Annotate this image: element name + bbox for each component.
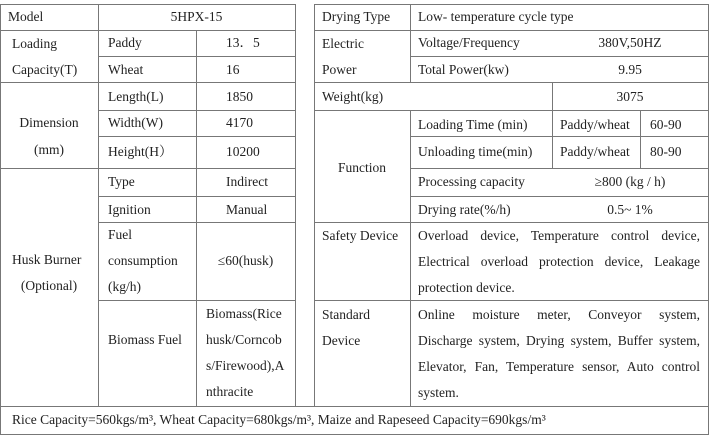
dimension-label-1: Dimension [19,115,79,130]
loading-time-value: 60-90 [650,117,682,132]
electric-power-label-1: Electric [322,36,364,51]
ignition-label: Ignition [108,202,151,217]
safety-device-line-1: Overload device, Temperature control device, [418,228,700,243]
biomass-fuel-value-2: husk/Corncob [206,332,282,347]
safety-device-label: Safety Device [322,228,399,243]
electric-power-label-2: Power [322,62,357,77]
biomass-fuel-value-1: Biomass(Rice [206,306,282,321]
width-value: 4170 [226,115,253,130]
biomass-fuel-value-4: nthracite [206,384,254,399]
husk-burner-label-1: Husk Burner [12,252,82,267]
fuel-consumption-label-1: Fuel [108,227,133,242]
grid-line [98,30,99,406]
husk-burner-label-2: (Optional) [20,278,78,293]
standard-device-line-3: Elevator, Fan, Temperature sensor, Auto control [418,359,700,374]
function-label: Function [337,160,386,175]
grid-line [552,110,553,168]
grid-line [410,110,411,406]
grid-line [640,110,641,168]
grid-line [295,4,296,406]
grid-line [0,4,1,435]
loading-capacity-label-2: Capacity(T) [12,62,78,77]
grid-line [314,4,315,406]
height-label: Height(H） [108,144,173,159]
voltage-value: 380V,50HZ [598,35,662,50]
paddy-capacity: 13．5 [226,35,260,50]
total-power-label: Total Power(kw) [418,62,509,77]
drying-type-value: Low- temperature cycle type [418,9,574,24]
standard-device-line-2: Discharge system, Drying system, Buffer system, [418,333,700,348]
fuel-consumption-value: ≤60(husk) [217,253,274,268]
unloading-time-value: 80-90 [650,144,682,159]
paddy-label: Paddy [108,35,142,50]
grid-line [0,434,709,435]
model-value: 5HPX-15 [170,9,223,24]
model-label: Model [8,9,44,24]
ignition-value: Manual [226,202,268,217]
loading-time-grain: Paddy/wheat [560,117,630,132]
drying-type-label: Drying Type [322,9,391,24]
fuel-consumption-label-2: consumption [108,253,178,268]
loading-capacity-label-1: Loading [12,36,57,51]
standard-device-line-1: Online moisture meter, Conveyor system, [418,307,700,322]
unloading-time-label: Unloading time(min) [418,144,533,159]
unloading-time-grain: Paddy/wheat [560,144,630,159]
grid-line [410,4,411,82]
safety-device-line-3: protection device. [418,280,515,295]
wheat-capacity: 16 [226,62,240,77]
length-value: 1850 [226,89,253,104]
drying-rate-label: Drying rate(%/h) [418,202,511,217]
dimension-label-2: (mm) [34,142,64,157]
capacity-note: Rice Capacity=560kgs/m³, Wheat Capacity=680kgs/m³, Maize and Rapeseed Capacity=690kgs/m³ [12,412,546,427]
type-value: Indirect [226,174,268,189]
width-label: Width(W) [108,115,163,130]
weight-label: Weight(kg) [322,89,384,104]
safety-device-line-2: Electrical overload protection device, Leakage [418,254,700,269]
loading-time-label: Loading Time (min) [418,117,528,132]
processing-capacity-value: ≥800 (kg / h) [594,174,666,189]
length-label: Length(L) [108,89,164,104]
weight-value: 3075 [616,89,644,104]
height-value: 10200 [226,144,260,159]
grid-line [196,30,197,406]
standard-device-label-1: Standard [322,307,370,322]
fuel-consumption-label-3: (kg/h) [108,279,141,294]
wheat-label: Wheat [108,62,144,77]
drying-rate-value: 0.5~ 1% [607,202,653,217]
total-power-value: 9.95 [618,62,642,77]
biomass-fuel-label: Biomass Fuel [108,332,182,347]
biomass-fuel-value-3: s/Firewood),A [206,358,285,373]
standard-device-label-2: Device [322,333,361,348]
standard-device-line-4: system. [418,385,459,400]
type-label: Type [108,174,135,189]
grid-line [314,110,709,111]
voltage-label: Voltage/Frequency [418,35,520,50]
processing-capacity-label: Processing capacity [418,174,525,189]
